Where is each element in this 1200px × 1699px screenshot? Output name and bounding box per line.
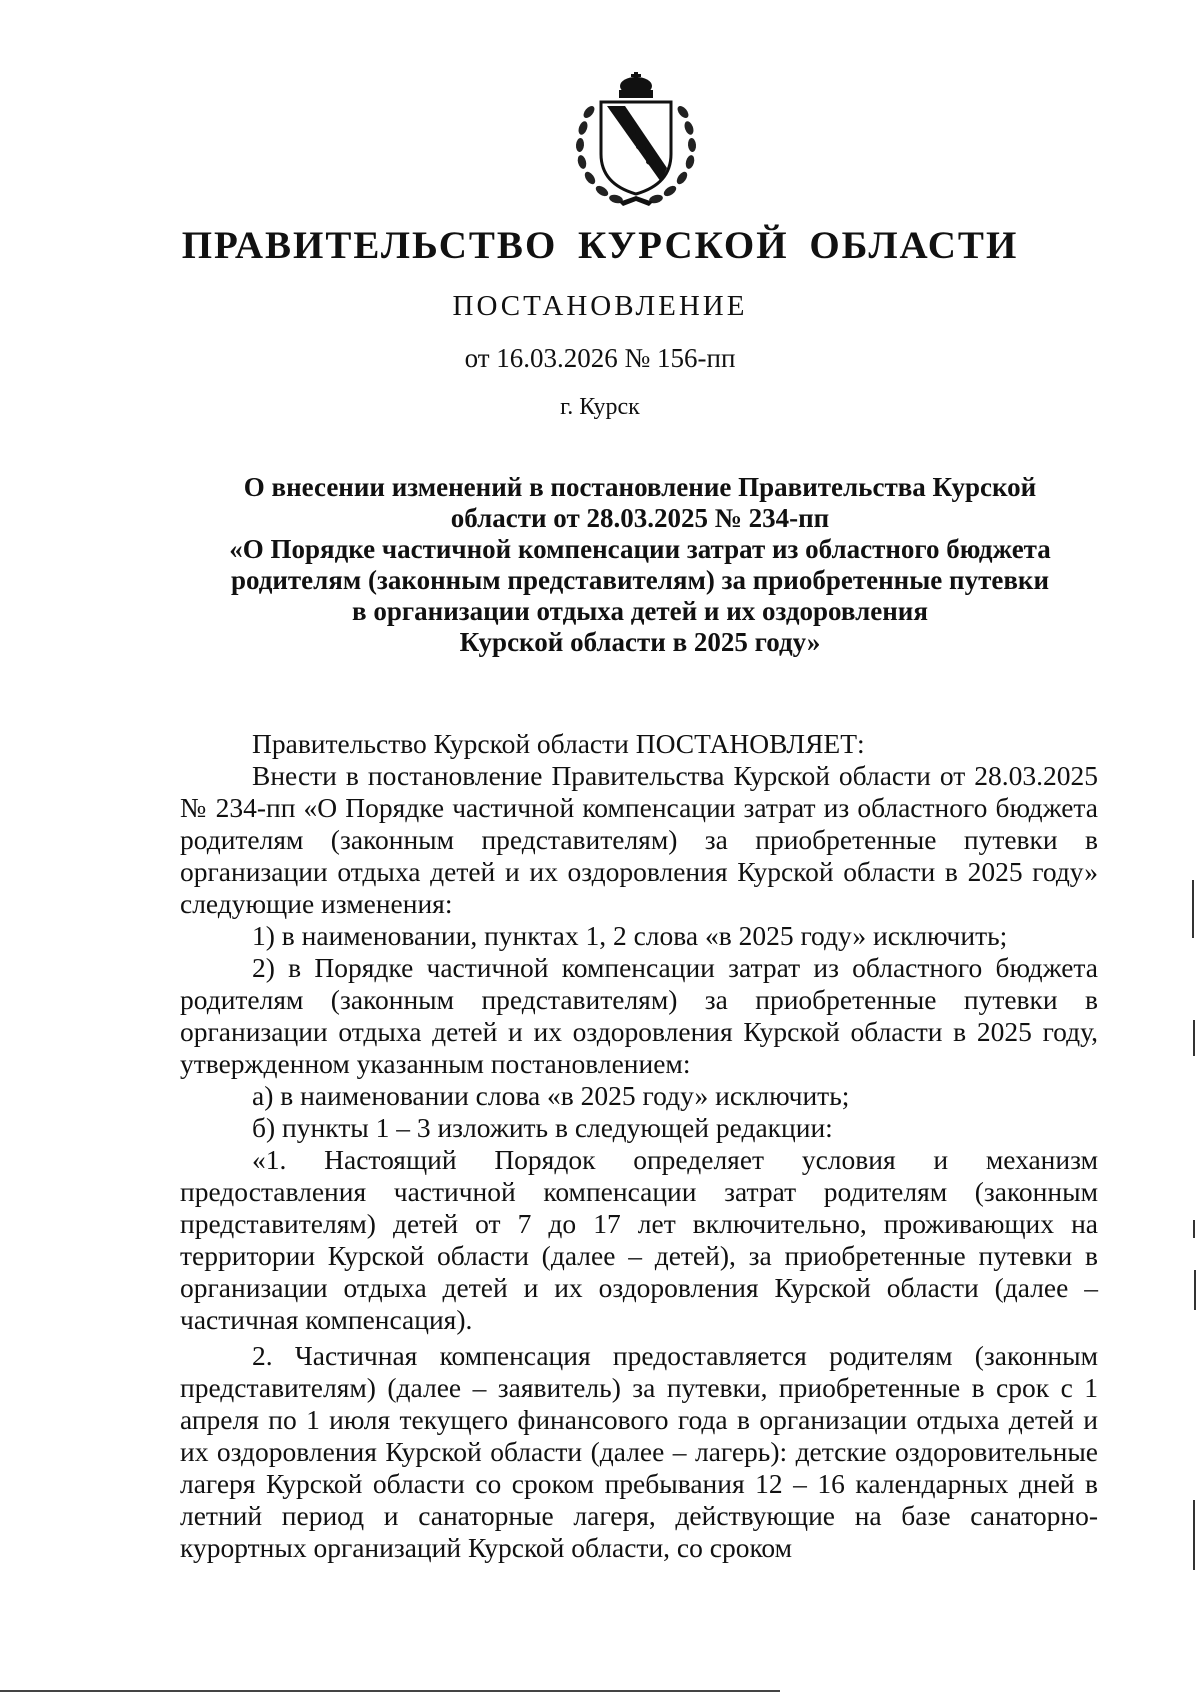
scan-margin-mark — [1192, 880, 1194, 938]
title-line: в организации отдыха детей и их оздоровления — [352, 596, 928, 626]
scan-margin-mark — [1194, 1270, 1196, 1310]
document-body — [180, 728, 1098, 1564]
body-paragraph: 2) в Порядке частичной компенсации затрат из областного бюджета родителям (законным представителям) за приобретенные путевки в организации отдыха детей и их оздоровления Курской области в 2025 году, утвержденном указанным постановлением: — [180, 952, 1098, 1079]
scan-margin-mark — [1193, 1220, 1195, 1238]
title-line: «О Порядке частичной компенсации затрат из областного бюджета — [229, 534, 1051, 564]
scan-margin-mark — [1193, 1500, 1195, 1570]
title-line: О внесении изменений в постановление Правительства Курской — [243, 472, 1037, 502]
body-paragraph: «1. Настоящий Порядок определяет условия и механизм предоставления частичной компенсации затрат родителям (законным представителям) детей от 7 до 17 лет включительно, проживающих на территории Курской области (далее – детей), за приобретенные путевки в организации отдыха детей и их оздоровления Курской области (далее – частичная компенсация). — [180, 1144, 1098, 1335]
document-type: ПОСТАНОВЛЕНИЕ — [452, 290, 748, 322]
title-line: родителям (законным представителям) за приобретенные путевки — [230, 565, 1050, 595]
coat-of-arms-icon — [569, 72, 703, 208]
scan-bottom-edge — [0, 1690, 780, 1692]
body-paragraph: 1) в наименовании, пунктах 1, 2 слова «в 2025 году» исключить; — [252, 920, 1008, 951]
body-paragraph: б) пункты 1 – 3 изложить в следующей редакции: — [252, 1112, 833, 1143]
body-paragraph: Внести в постановление Правительства Курской области от 28.03.2025 № 234-пп «О Порядке частичной компенсации затрат из областного бюджета родителям (законным представителям) за приобретенные путевки в организации отдыха детей и их оздоровления Курской области в 2025 году» следующие изменения: — [180, 760, 1098, 919]
scan-margin-mark — [1193, 1020, 1195, 1056]
document-city: г. Курск — [560, 394, 640, 420]
title-line: области от 28.03.2025 № 234-пп — [450, 503, 830, 533]
title-line: Курской области в 2025 году» — [459, 627, 821, 657]
document-title — [180, 472, 1100, 658]
organization-title: ПРАВИТЕЛЬСТВО КУРСКОЙ ОБЛАСТИ — [181, 224, 1019, 267]
body-paragraph: а) в наименовании слова «в 2025 году» исключить; — [252, 1080, 850, 1111]
document-date-number: от 16.03.2026 № 156-пп — [464, 343, 736, 373]
body-paragraph: Правительство Курской области ПОСТАНОВЛЯЕТ: — [252, 728, 865, 759]
body-paragraph: 2. Частичная компенсация предоставляется родителям (законным представителям) (далее – заявитель) за путевки, приобретенные в срок с 1 апреля по 1 июля текущего финансового года в организации отдыха детей и их оздоровления Курской области (далее – лагерь): детские оздоровительные лагеря Курской области со сроком пребывания 12 – 16 календарных дней в летний период и санаторные лагеря, действующие на базе санаторно-курортных организаций Курской области, со сроком — [180, 1340, 1098, 1563]
